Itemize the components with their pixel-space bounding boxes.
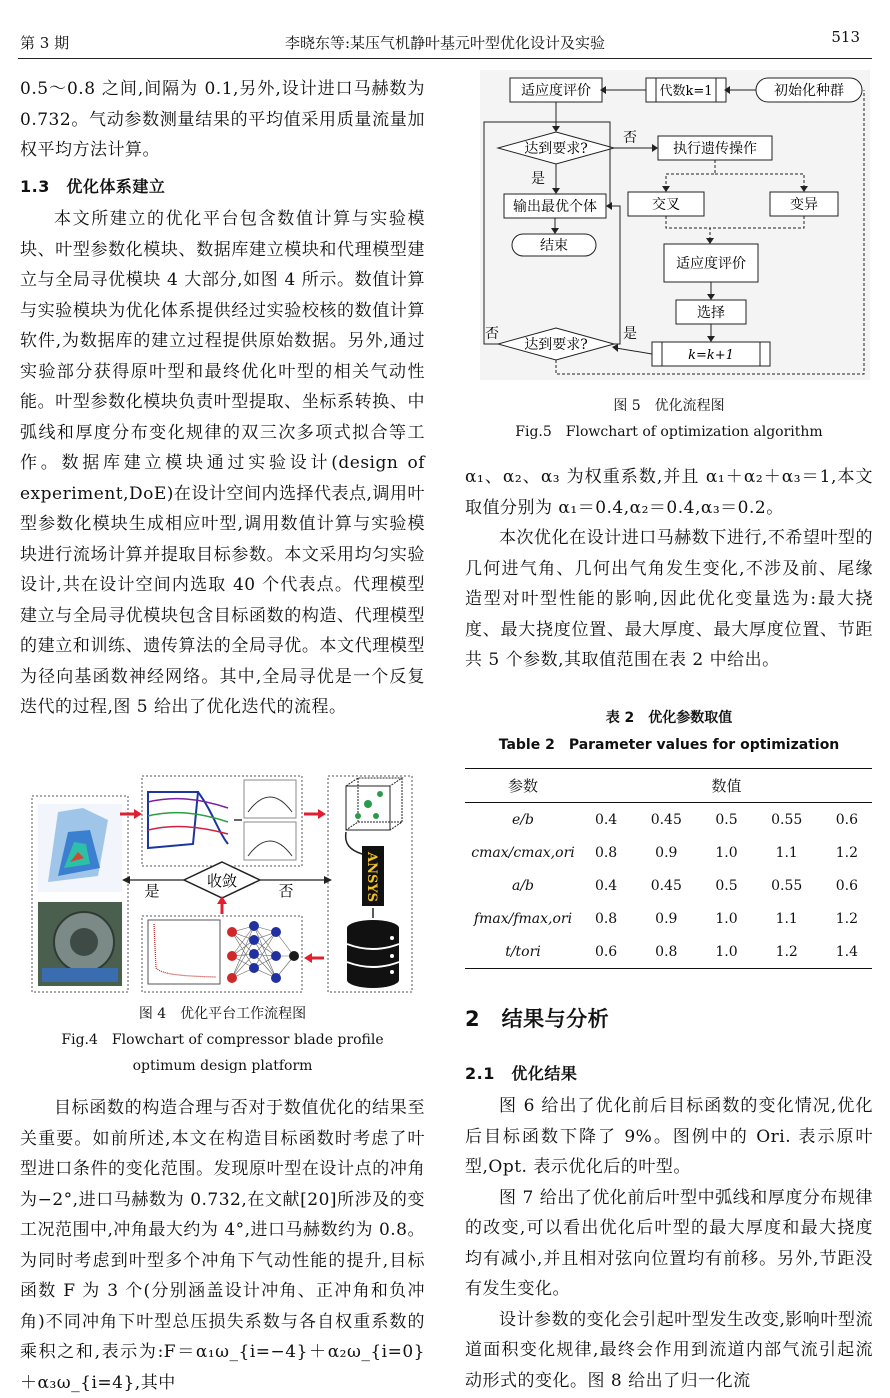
value-cell: 1.0: [701, 935, 751, 969]
section-heading: 2 结果与分析: [465, 1007, 610, 1031]
value-cell: 1.1: [775, 844, 798, 861]
value-cell: 1.0: [715, 844, 738, 861]
value-cell: 0.45: [650, 877, 682, 894]
right-column-top: [465, 462, 873, 676]
converge-label: 收敛: [206, 872, 238, 890]
label-yes-2: 是: [623, 326, 637, 342]
caption-cn: 图 4 优化平台工作流程图: [138, 1006, 307, 1022]
label-output-best: 输出最优个体: [513, 199, 597, 215]
paragraph: 本次优化在设计进口马赫数下进行,不希望叶型的几何进气角、几何出气角发生变化,不涉及前、尾缘造型对叶型性能的影响,因此优化变量选为:最大挠度、最大挠度位置、最大厚度、最大厚度位置、节距共 5 个参数,其取值范围在表 2 中给出。: [465, 528, 873, 670]
label-end: 结束: [540, 238, 568, 254]
value-cell: 0.5: [715, 877, 738, 894]
param-cell: fmax/fmax,ori: [473, 910, 573, 927]
test-rig-photo: [38, 902, 122, 986]
value-cell: 1.2: [835, 910, 859, 927]
yes-label: 是: [144, 882, 160, 900]
table-2-title-en: Table 2 Parameter values for optimization: [498, 737, 840, 753]
convergence-plot: [148, 920, 220, 984]
curved-arrow: [346, 832, 362, 854]
header-rule: [18, 58, 872, 59]
figure-5-caption: [465, 393, 873, 445]
label-reached-2: 达到要求?: [524, 337, 588, 353]
label-no-2: 否: [485, 326, 499, 342]
value-cell: 1.0: [715, 910, 738, 927]
value-cell: 0.6: [835, 877, 859, 894]
arrow-up-head: [217, 896, 227, 904]
label-fitness-eval: 适应度评价: [521, 83, 591, 99]
table-row: [465, 836, 872, 869]
value-cell: 1.1: [775, 910, 798, 927]
label-generation: 代数k=1: [659, 84, 713, 99]
param-cell: a/b: [511, 877, 535, 894]
value-cell: 1.2: [835, 844, 859, 861]
value-cell: 0.6: [835, 811, 859, 828]
value-cell: 0.8: [594, 910, 618, 927]
table-header-row: [465, 769, 872, 803]
section-heading: 1.3 优化体系建立: [20, 176, 166, 196]
table-row: [465, 803, 872, 837]
value-cell: 0.4: [594, 811, 618, 828]
col-header-values: 数值: [581, 769, 872, 803]
label-fitness-eval-2: 适应度评价: [676, 256, 746, 272]
caption-cn: 图 5 优化流程图: [613, 398, 725, 414]
table-row: [465, 869, 872, 902]
table-row: [465, 902, 872, 935]
col-header-param: 参数: [465, 769, 581, 803]
arrow-left-db-head: [304, 953, 312, 963]
caption-en: Fig.5 Flowchart of optimization algorithm: [515, 424, 823, 440]
no-label: 否: [278, 882, 294, 900]
label-select: 选择: [697, 305, 725, 321]
paragraph: α₁、α₂、α₃ 为权重系数,并且 α₁＋α₂＋α₃＝1,本文取值分别为 α₁＝0.4,α₂＝0.4,α₃＝0.2。: [465, 467, 873, 518]
label-crossover: 交叉: [652, 197, 680, 213]
page-number: 513: [831, 28, 860, 46]
left-column-top: [20, 74, 425, 723]
caption-en: Fig.4 Flowchart of compressor blade profile: [61, 1032, 384, 1048]
right-column-bottom: [465, 1004, 873, 1396]
label-genetic-op: 执行遗传操作: [673, 141, 757, 157]
paragraph: 图 7 给出了优化前后叶型中弧线和厚度分布规律的改变,可以看出优化后叶型的最大厚度和最大挠度均有减小,并且相对弦向位置均有前移。另外,节距没有发生变化。: [465, 1187, 873, 1299]
blade-cfd-image: [38, 804, 122, 892]
label-init-population: 初始化种群: [774, 83, 844, 99]
ansys-label: ANSYS: [364, 852, 379, 903]
paragraph: 本文所建立的优化平台包含数值计算与实验模块、叶型参数化模块、数据库建立模块和代理模型建立与全局寻优模块 4 大部分,如图 4 所示。数值计算与实验模块为优化体系提供经过实验校核的数值计算软件,为数据库的建立过程提供原始数据。另外,通过实验部分获得原叶型和最终优化叶型的相关气动性能。叶型参数化模块负责叶型提取、坐标系转换、中弧线和厚度分布变化规律的双三次多项式拟合等工作。数据库建立模块通过实验设计(design of experiment,DoE)在设计空间内选择代表点,调用叶型参数化模块生成相应叶型,调用数值计算与实验模块进行流场计算并提取目标参数。本文采用均匀实验设计,共在设计空间内选取 40 个代表点。代理模型建立与全局寻优模块包含目标函数的构造、代理模型的建立和训练、遗传算法的全局寻优。本文代理模型为径向基函数神经网络。其中,全局寻优是一个反复迭代的过程,图 5 给出了优化迭代的流程。: [20, 209, 425, 717]
fitted-curves: [244, 780, 296, 860]
paragraph: 0.5～0.8 之间,间隔为 0.1,另外,设计进口马赫数为 0.732。气动参数测量结果的平均值采用质量流量加权平均方法计算。: [20, 79, 425, 160]
value-cell: 1.2: [752, 935, 822, 969]
value-cell: 1.4: [822, 935, 872, 969]
value-cell: 0.8: [631, 935, 701, 969]
table-row: [465, 935, 872, 969]
value-cell: 0.8: [594, 844, 618, 861]
left-column-bottom: [20, 1093, 425, 1398]
figure-5: [480, 70, 870, 380]
value-cell: 0.55: [771, 877, 803, 894]
caption-en: optimum design platform: [132, 1058, 313, 1074]
yes-arrowhead: [122, 876, 130, 884]
value-cell: 0.4: [594, 877, 618, 894]
figure-4-caption: [20, 1001, 425, 1079]
label-no-1: 否: [623, 130, 637, 146]
arrow-right-2-head: [318, 809, 326, 819]
issue-number: 第 3 期: [20, 34, 70, 52]
value-cell: 0.9: [655, 910, 678, 927]
value-cell: 0.6: [581, 935, 631, 969]
label-k-update: k=k+1: [688, 348, 734, 363]
value-cell: 0.55: [771, 811, 803, 828]
running-title: 李晓东等:某压气机静叶基元叶型优化设计及实验: [284, 34, 606, 52]
value-cell: 0.9: [655, 844, 678, 861]
label-yes-1: 是: [531, 171, 545, 187]
parameter-table: [465, 768, 872, 969]
param-cell: t/tori: [465, 935, 581, 969]
label-mutation: 变异: [790, 197, 818, 213]
page-header: [0, 0, 890, 58]
value-cell: 0.45: [650, 811, 682, 828]
label-reached-1: 达到要求?: [524, 141, 588, 157]
table-2-title-cn: 表 2 优化参数取值: [605, 710, 733, 726]
doe-cube-icon: [346, 778, 402, 830]
param-cell: e/b: [512, 811, 534, 828]
neural-network-icon: [227, 921, 299, 983]
figure-4: [28, 772, 416, 994]
paragraph: 设计参数的变化会引起叶型发生改变,影响叶型流道面积变化规律,最终会作用到流道内部气流引起流动形式的变化。图 8 给出了归一化流: [465, 1309, 873, 1391]
arrow-right-1-head: [134, 809, 142, 819]
param-cell: cmax/cmax,ori: [471, 844, 575, 861]
value-cell: 0.5: [715, 811, 738, 828]
blade-profile-image: [148, 792, 228, 848]
subsection-heading: 2.1 优化结果: [465, 1063, 578, 1083]
database-icon: [347, 920, 399, 988]
paragraph: 目标函数的构造合理与否对于数值优化的结果至关重要。如前所述,本文在构造目标函数时考虑了叶型进口条件的变化范围。发现原叶型在设计点的冲角为−2°,进口马赫数为 0.732,在文献[20]所涉及的变工况范围中,冲角最大约为 4°,进口马赫数约为 0.8。为同时考虑到叶型多个冲角下气动性能的提升,目标函数 F 为 3 个(分别涵盖设计冲角、正冲角和负冲角)不同冲角下叶型总压损失系数与各自权重系数的乘积之和,表示为:F＝α₁ω_{i=−4}＋α₂ω_{i=0}＋α₃ω_{i=4},其中: [20, 1098, 425, 1393]
paragraph: 图 6 给出了优化前后目标函数的变化情况,优化后目标函数下降了 9%。图例中的 Ori. 表示原叶型,Opt. 表示优化后的叶型。: [465, 1096, 873, 1177]
